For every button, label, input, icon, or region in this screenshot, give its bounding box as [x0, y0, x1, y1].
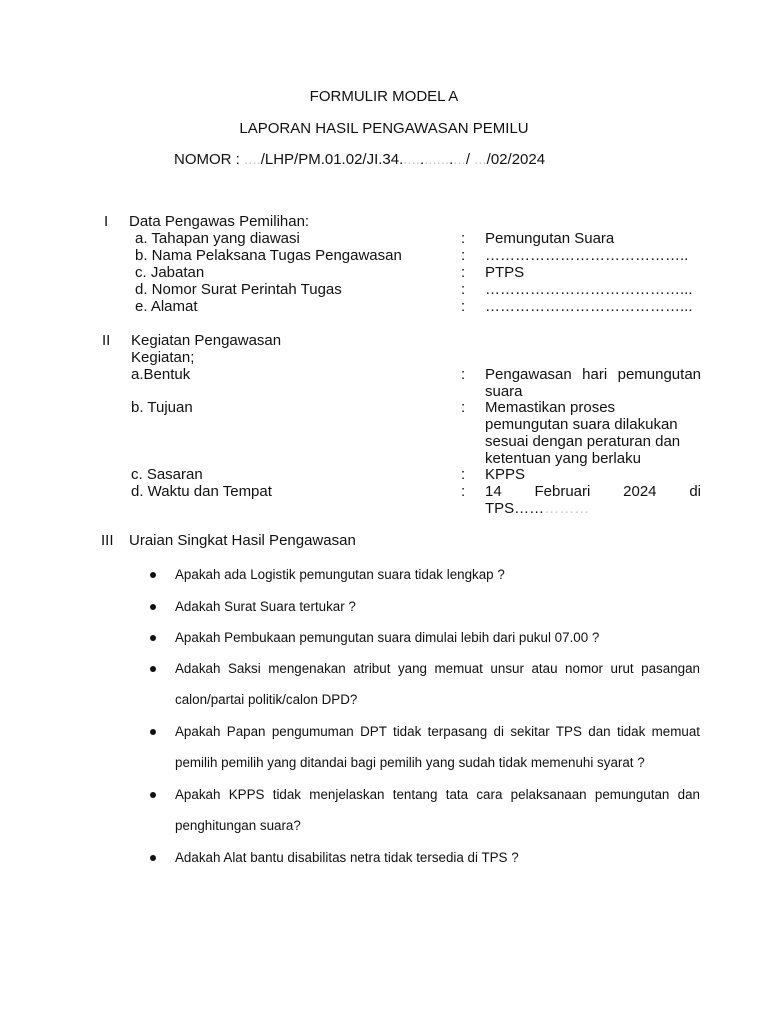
nomor-dot: . [449, 151, 454, 168]
tujuan-colon: : [461, 399, 466, 416]
section-1-row-colon: : [461, 230, 466, 247]
bentuk-value-line2: suara [485, 383, 523, 400]
section-1-title: Data Pengawas Pemilihan: [129, 213, 310, 230]
bullet-dot [150, 855, 156, 861]
tujuan-value-line: sesuai dengan peraturan dan [485, 433, 681, 450]
nomor-label: NOMOR : [174, 151, 240, 168]
section-1-row-value: ………………………………….. [485, 247, 689, 264]
bullet-item-continuation: calon/partai politik/calon DPD? [175, 692, 358, 707]
nomor-blank: ... [453, 151, 466, 168]
section-1-row-value: …………………………………... [485, 281, 693, 298]
nomor-dot: . [419, 151, 425, 168]
section-1-row-label: a. Tahapan yang diawasi [135, 230, 300, 247]
sasaran-colon: : [461, 466, 466, 483]
waktu-value-line2 [485, 500, 589, 517]
nomor-blank: .... [244, 151, 261, 168]
waktu-value-line1 [485, 483, 701, 500]
nomor-blank: ...... [424, 151, 450, 168]
section-1-row-colon: : [461, 247, 466, 264]
tujuan-value-line: ketentuan yang berlaku [485, 450, 641, 467]
waktu-label: d. Waktu dan Tempat [131, 483, 272, 500]
section-1-row-label: e. Alamat [135, 298, 198, 315]
waktu-colon: : [461, 483, 466, 500]
bullet-dot [150, 666, 156, 672]
report-title: LAPORAN HASIL PENGAWASAN PEMILU [239, 120, 529, 137]
bentuk-value-line1: Pengawasan hari pemungutan [485, 366, 701, 383]
bullet-dot [150, 792, 156, 798]
section-1-row-colon: : [461, 281, 466, 298]
section-1-row-label: d. Nomor Surat Perintah Tugas [135, 281, 342, 298]
bullet-item: Apakah ada Logistik pemungutan suara tidak lengkap ? [175, 567, 505, 582]
tujuan-label: b. Tujuan [131, 399, 193, 416]
waktu-di: di [689, 483, 701, 500]
nomor-date: /02/2024 [486, 151, 546, 168]
section-2-title: Kegiatan Pengawasan [131, 332, 282, 349]
section-1-row-value: …………………………………... [485, 298, 693, 315]
section-3-numeral: III [101, 532, 114, 549]
sasaran-label: c. Sasaran [131, 466, 203, 483]
bullet-item-continuation: penghitungan suara? [175, 818, 301, 833]
waktu-tps: TPS…… [485, 500, 545, 517]
form-title: FORMULIR MODEL A [309, 88, 459, 105]
waktu-year: 2024 [623, 483, 657, 500]
section-1-row-value: Pemungutan Suara [485, 230, 615, 247]
nomor-slash: / [465, 151, 470, 168]
bullet-item: Adakah Saksi mengenakan atribut yang memuat unsur atau nomor urut pasangan [175, 661, 700, 676]
section-1-row-value: PTPS [485, 264, 525, 281]
bullet-item: Apakah KPPS tidak menjelaskan tentang tata cara pelaksanaan pemungutan dan [175, 787, 700, 802]
waktu-month: Februari [534, 483, 591, 500]
nomor-line [174, 151, 545, 168]
nomor-blank: .... [403, 151, 420, 168]
bullet-item: Adakah Alat bantu disabilitas netra tidak tersedia di TPS ? [175, 850, 519, 865]
bullet-item: Apakah Papan pengumuman DPT tidak terpasang di sekitar TPS dan tidak memuat [175, 724, 700, 739]
section-2-subtitle: Kegiatan; [131, 349, 195, 366]
section-1-row-label: c. Jabatan [135, 264, 205, 281]
section-1-row-label: b. Nama Pelaksana Tugas Pengawasan [135, 247, 402, 264]
waktu-day: 14 [485, 483, 502, 500]
section-1-row-colon: : [461, 298, 466, 315]
section-1-numeral: I [104, 213, 109, 230]
waktu-tps-blank: ……… [544, 500, 590, 517]
section-3-title: Uraian Singkat Hasil Pengawasan [129, 532, 356, 549]
bullet-item: Adakah Surat Suara tertukar ? [175, 599, 356, 614]
bullet-dot [150, 635, 156, 641]
section-1-row-colon: : [461, 264, 466, 281]
bentuk-colon: : [461, 366, 466, 383]
bullet-dot [150, 604, 156, 610]
sasaran-value: KPPS [485, 466, 526, 483]
section-2-numeral: II [102, 332, 111, 349]
bullet-item-continuation: pemilih pemilih yang ditandai bagi pemilih yang sudah tidak memenuhi syarat ? [175, 755, 645, 770]
bullet-dot [150, 729, 156, 735]
bullet-item: Apakah Pembukaan pemungutan suara dimulai lebih dari pukul 07.00 ? [175, 630, 600, 645]
bullet-dot [150, 572, 156, 578]
tujuan-value-line: pemungutan suara dilakukan [485, 416, 678, 433]
tujuan-value-line: Memastikan proses [485, 399, 616, 416]
nomor-code: /LHP/PM.01.02/JI.34. [260, 151, 404, 168]
nomor-blank: ... [474, 151, 487, 168]
bentuk-label: a.Bentuk [131, 366, 191, 383]
